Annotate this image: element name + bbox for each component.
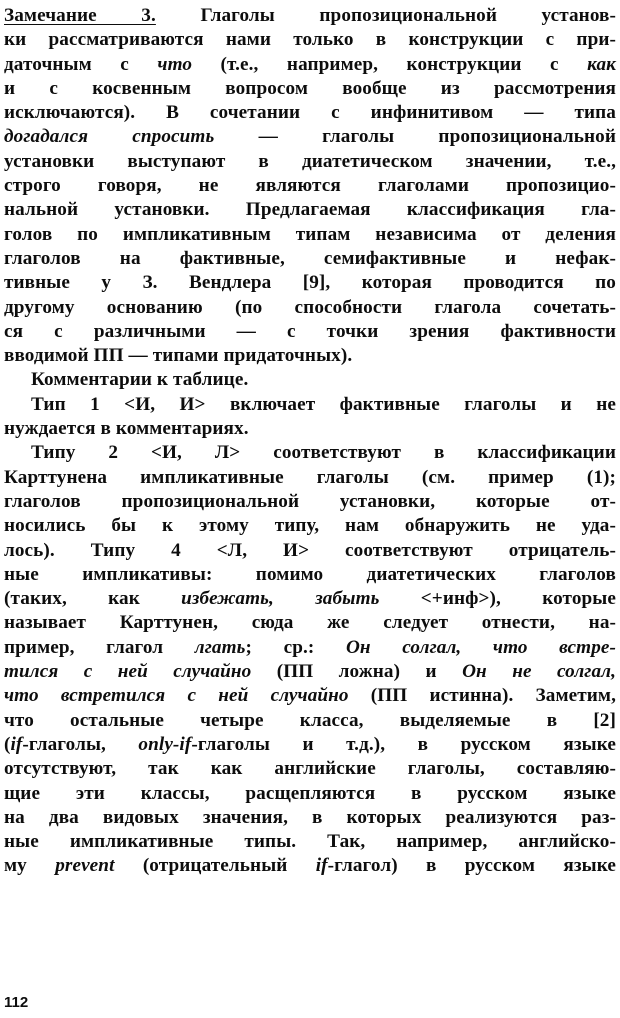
- text-segment: Глаголы пропозициональной установ-: [155, 5, 616, 26]
- text-line: [4, 4, 616, 28]
- text-line: [4, 709, 616, 733]
- text-line: [4, 344, 616, 368]
- text-line: [4, 660, 616, 684]
- text-segment: носились бы к этому типу, нам обнаружить не уда-: [4, 515, 616, 537]
- text-segment: Комментарии к таблице.: [31, 369, 249, 391]
- text-segment: вводимой ПП — типами придаточных).: [4, 345, 353, 367]
- text-line: [4, 563, 616, 587]
- text-line: [4, 198, 616, 222]
- text-segment: глаголов на фактивные, семифактивные и нефак-: [4, 247, 616, 269]
- text-segment: ; ср.:: [245, 636, 346, 658]
- underlined-heading: Замечание 3.: [4, 5, 156, 26]
- text-segment: другому основанию (по способности глагола сочетать-: [4, 296, 616, 318]
- text-segment: (т.е., например, конструкции с: [192, 53, 588, 75]
- italic-text: if: [315, 855, 328, 877]
- text-segment: исключаются). В сочетании с инфинитивом — типа: [4, 102, 616, 124]
- italic-text: Он солгал, что встре-: [345, 636, 616, 658]
- text-line: [4, 684, 616, 708]
- text-segment: строго говоря, не являются глаголами пропозицио-: [4, 175, 616, 197]
- text-line: [4, 830, 616, 854]
- text-segment: Тип 1 <И, И> включает фактивные глаголы и не: [31, 393, 616, 415]
- italic-text: Он не солгал,: [462, 661, 616, 683]
- text-line: [4, 28, 616, 52]
- italic-text: тился с ней случайно: [4, 661, 252, 683]
- text-segment: щие эти классы, расщепляются в русском языке: [4, 782, 616, 804]
- text-segment: — глаголы пропозициональной: [214, 126, 616, 148]
- text-segment: что остальные четыре класса, выделяемые в [2]: [4, 709, 616, 731]
- text-line: [4, 757, 616, 781]
- text-segment: -глаголы и т.д.), в русском языке: [191, 733, 616, 755]
- text-line: [4, 393, 616, 417]
- text-segment: ные импликативы: помимо диатетических глаголов: [4, 563, 616, 585]
- text-segment: му: [4, 855, 56, 877]
- text-segment: даточным с: [4, 53, 158, 75]
- text-segment: -глагол) в русском языке: [327, 855, 617, 877]
- text-segment: ся с различными — с точки зрения фактивности: [4, 320, 616, 342]
- text-line: [4, 174, 616, 198]
- text-line: [4, 587, 616, 611]
- text-segment: (отрицательный: [114, 855, 316, 877]
- text-segment: голов по импликативным типам независима от деления: [4, 223, 616, 245]
- text-segment: отсутствуют, так как английские глаголы, составляю-: [4, 758, 616, 780]
- text-line: [4, 296, 616, 320]
- text-line: [4, 247, 616, 271]
- text-segment: нуждается в комментариях.: [4, 418, 249, 440]
- italic-text: prevent: [55, 855, 115, 877]
- italic-text: как: [587, 53, 616, 75]
- text-line: [4, 53, 616, 77]
- text-segment: <+инф>), которые: [379, 588, 616, 610]
- text-line: [4, 490, 616, 514]
- italic-text: что: [157, 53, 193, 75]
- text-line: [4, 611, 616, 635]
- text-segment: тивные у З. Вендлера [9], которая проводится по: [4, 272, 616, 294]
- text-segment: лось). Типу 4 <Л, И> соответствуют отрицатель-: [4, 539, 616, 561]
- body-text: [4, 4, 616, 879]
- text-segment: (ПП ложна) и: [251, 661, 463, 683]
- text-segment: -глаголы,: [22, 733, 139, 755]
- text-segment: (таких, как: [4, 588, 182, 610]
- italic-text: что встретился с ней случайно: [4, 685, 349, 707]
- page-number: 112: [4, 994, 29, 1011]
- text-segment: ки рассматриваются нами только в конструкции с при-: [4, 29, 616, 51]
- text-segment: установки выступают в диатетическом значении, т.е.,: [4, 150, 616, 172]
- italic-text: лгать: [194, 636, 246, 658]
- text-segment: глаголов пропозициональной установки, которые от-: [4, 490, 616, 512]
- text-segment: называет Карттунен, сюда же следует отнести, на-: [4, 612, 616, 634]
- text-segment: пример, глагол: [4, 636, 195, 658]
- italic-text: избежать, забыть: [181, 588, 380, 610]
- text-line: [4, 514, 616, 538]
- text-segment: Типу 2 <И, Л> соответствуют в классификации: [31, 442, 616, 464]
- text-line: [4, 320, 616, 344]
- text-line: [4, 466, 616, 490]
- text-line: [4, 636, 616, 660]
- text-line: [4, 271, 616, 295]
- text-segment: Карттунена импликативные глаголы (см. пример (1);: [4, 466, 616, 488]
- text-segment: (: [4, 733, 11, 755]
- italic-text: only-if: [138, 733, 192, 755]
- text-line: [4, 101, 616, 125]
- text-line: [4, 441, 616, 465]
- text-line: [4, 854, 616, 878]
- text-line: [4, 368, 616, 392]
- text-segment: нальной установки. Предлагаемая классификация гла-: [4, 199, 616, 221]
- text-segment: на два видовых значения, в которых реализуются раз-: [4, 806, 616, 828]
- text-segment: (ПП истинна). Заметим,: [348, 685, 616, 707]
- text-line: [4, 77, 616, 101]
- text-line: [4, 417, 616, 441]
- text-line: [4, 223, 616, 247]
- text-line: [4, 539, 616, 563]
- text-line: [4, 150, 616, 174]
- text-segment: ные импликативные типы. Так, например, английско-: [4, 831, 616, 853]
- text-line: [4, 125, 616, 149]
- text-line: [4, 782, 616, 806]
- text-segment: и с косвенным вопросом вообще из рассмотрения: [4, 77, 616, 99]
- text-line: [4, 733, 616, 757]
- text-line: [4, 806, 616, 830]
- italic-text: if: [10, 733, 23, 755]
- italic-text: догадался спросить: [4, 126, 215, 148]
